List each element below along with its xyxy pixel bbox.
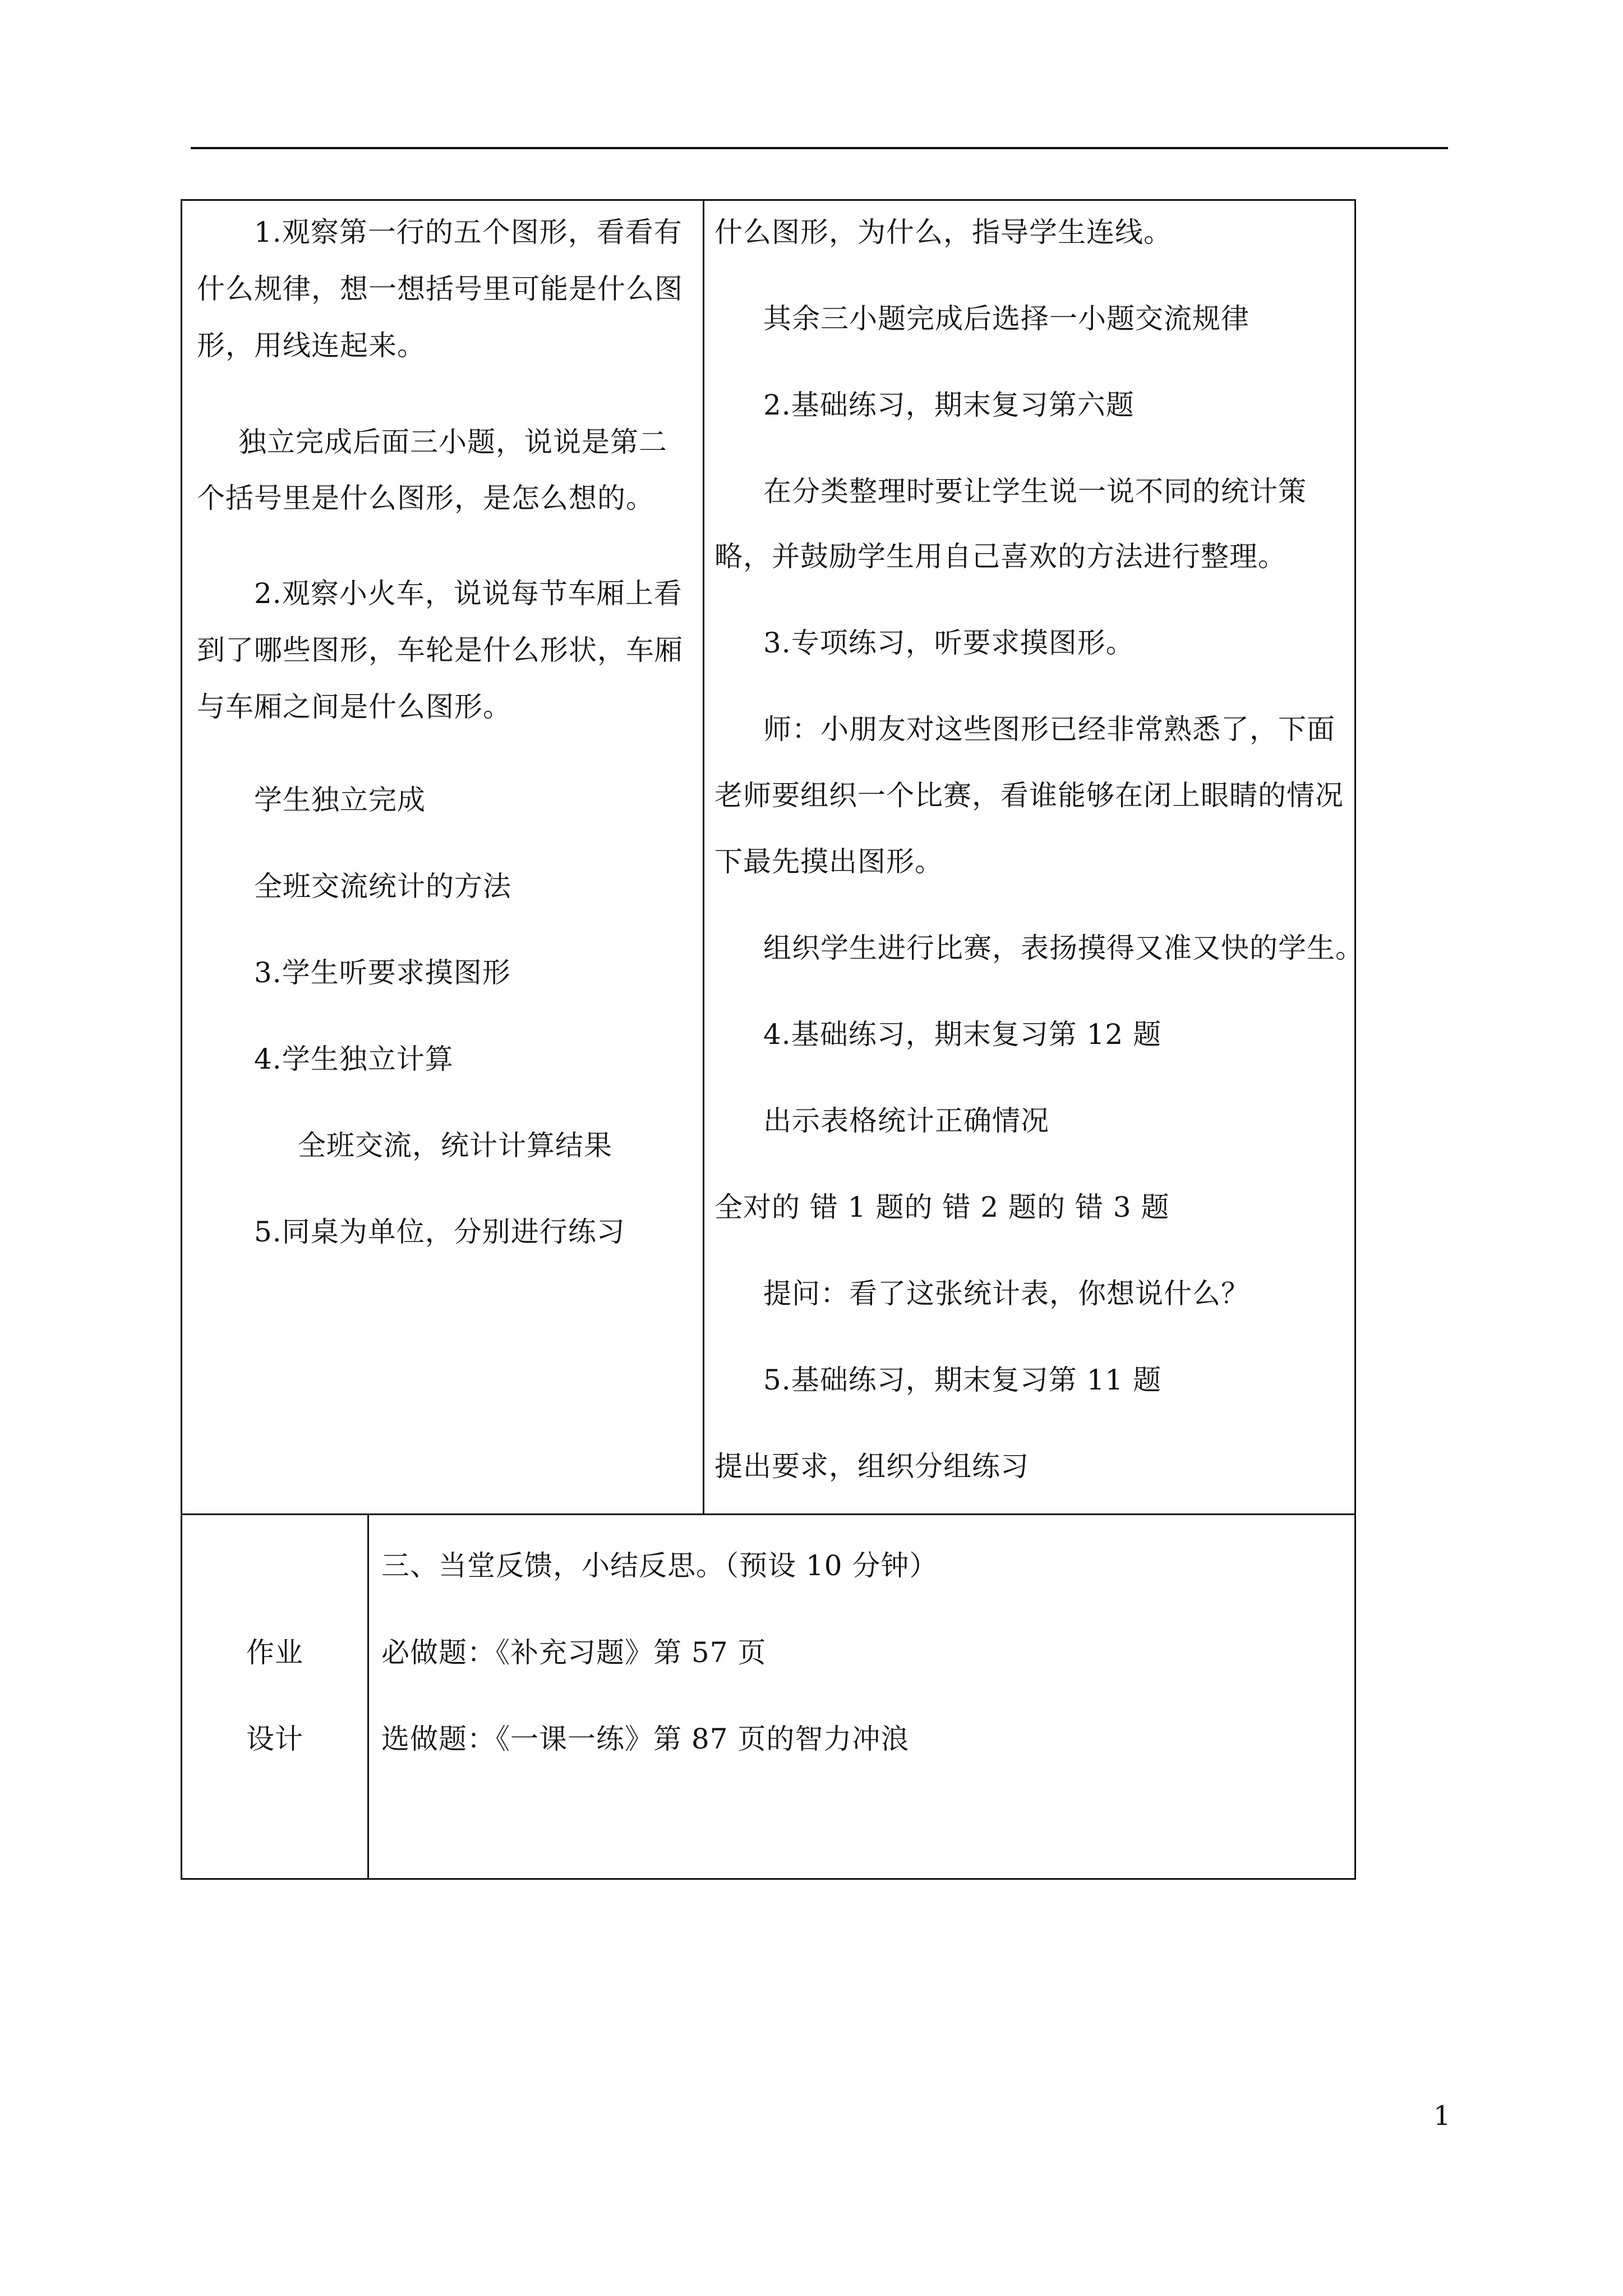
text-line: 提问：看了这张统计表，你想说什么？ [763,1277,1249,1310]
text-line: 3.专项练习，听要求摸图形。 [763,627,1135,659]
homework-label-line2: 设计 [246,1723,303,1755]
text-line: 师：小朋友对这些图形已经非常熟悉了，下面 [763,713,1335,746]
text-line: 5.同桌为单位，分别进行练习 [254,1216,625,1248]
teacher-activity-cell [704,201,1364,1513]
student-activity-cell [182,201,704,1513]
text-line: 2.观察小火车，说说每节车厢上看 [254,577,683,610]
optional-homework: 选做题：《一课一练》第 87 页的智力冲浪 [381,1723,910,1755]
text-line: 组织学生进行比赛，表扬摸得又准又快的学生。 [763,932,1364,964]
homework-label-line1: 作业 [246,1636,303,1669]
text-line: 什么图形，为什么，指导学生连线。 [714,216,1172,249]
text-line: 3.学生听要求摸图形 [254,956,511,989]
text-line: 2.基础练习，期末复习第六题 [763,389,1135,421]
text-line: 在分类整理时要让学生说一说不同的统计策 [763,475,1307,508]
tally-header-line: 全对的 错 1 题的 错 2 题的 错 3 题 [714,1191,1170,1223]
text-line: 什么规律，想一想括号里可能是什么图 [197,273,683,305]
text-line: 形，用线连起来。 [197,329,426,362]
text-line: 与车厢之间是什么图形。 [197,691,511,723]
text-line: 提出要求，组织分组练习 [714,1450,1029,1483]
text-line: 4.基础练习，期末复习第 12 题 [763,1018,1162,1051]
text-line: 独立完成后面三小题，说说是第二 [238,426,667,458]
text-line: 到了哪些图形，车轮是什么形状，车厢 [197,634,683,666]
lesson-table [181,199,1364,1880]
text-line: 5.基础练习，期末复习第 11 题 [763,1364,1162,1396]
required-homework: 必做题：《补充习题》第 57 页 [381,1636,767,1669]
text-line: 老师要组织一个比赛，看谁能够在闭上眼睛的情况 [714,779,1344,812]
header-rule [191,147,1448,149]
text-line: 下最先摸出图形。 [714,845,943,878]
text-line: 4.学生独立计算 [254,1043,454,1075]
text-line: 略，并鼓励学生用自己喜欢的方法进行整理。 [714,540,1287,573]
text-line: 全班交流统计的方法 [254,870,511,903]
text-line: 个括号里是什么图形，是怎么想的。 [197,482,654,514]
homework-content-cell [369,1515,1354,1878]
homework-label-cell [182,1515,369,1878]
text-line: 出示表格统计正确情况 [763,1105,1049,1137]
page-number: 1 [1433,2100,1451,2132]
activity-row [182,201,1364,1515]
text-line: 其余三小题完成后选择一小题交流规律 [763,302,1249,335]
text-line: 学生独立完成 [254,784,426,816]
text-line: 全班交流，统计计算结果 [298,1129,612,1162]
text-line: 1.观察第一行的五个图形，看看有 [254,216,683,249]
feedback-heading: 三、当堂反馈，小结反思。（预设 10 分钟） [381,1549,938,1582]
homework-row [182,1515,1354,1878]
